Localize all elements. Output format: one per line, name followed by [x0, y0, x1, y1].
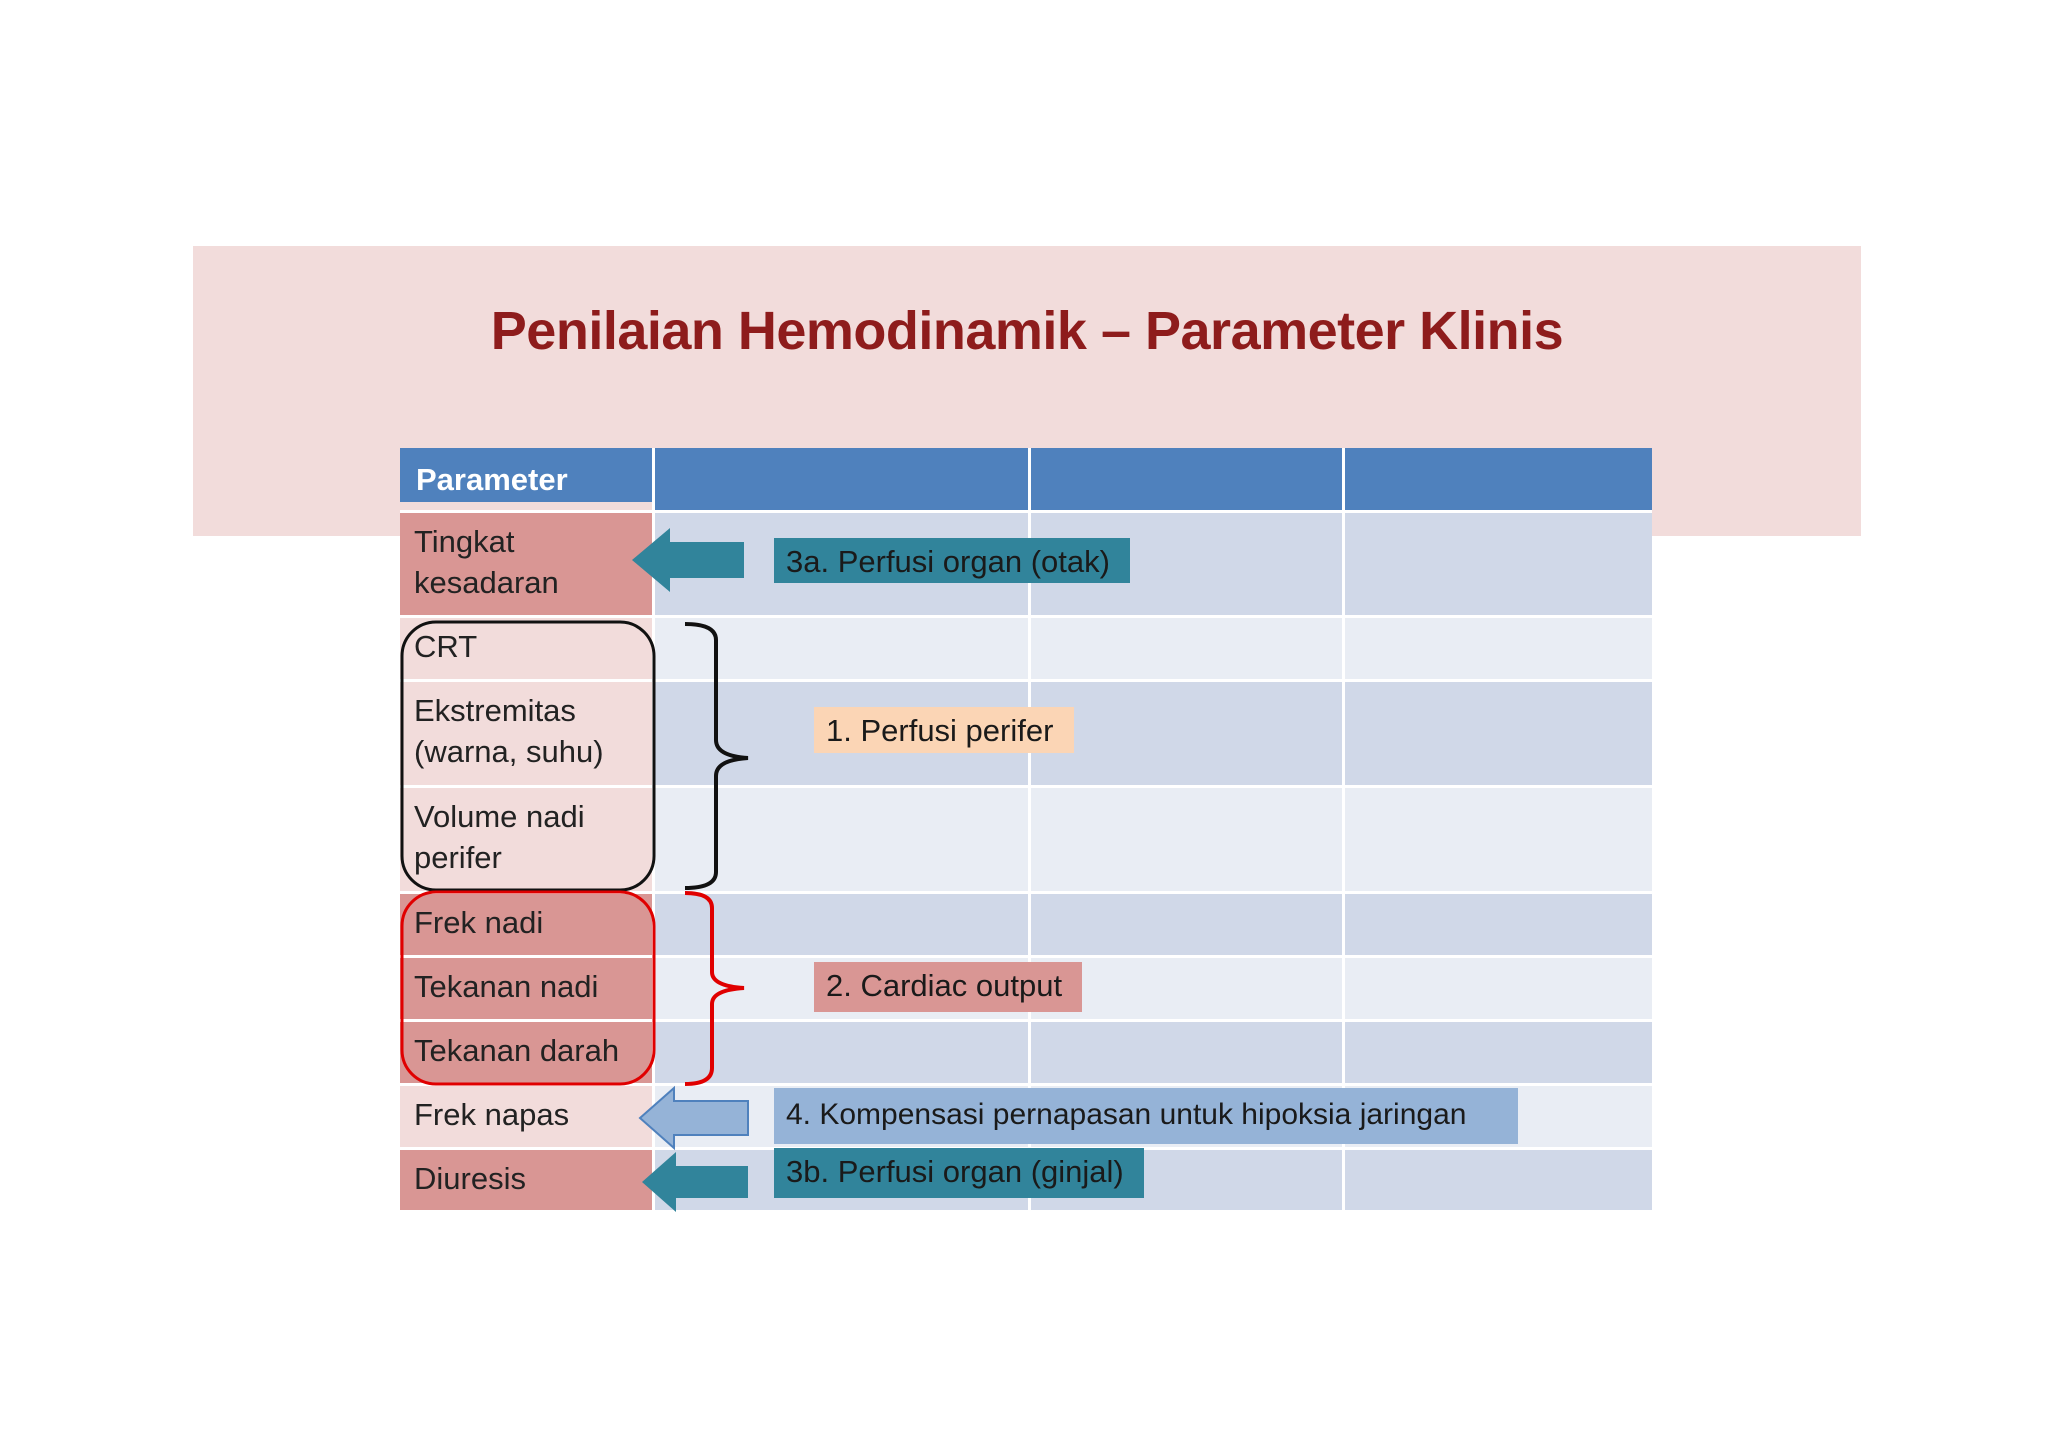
row-label: Tekanan nadi: [400, 958, 652, 1019]
table-cell: [1028, 788, 1342, 891]
table-cell: [1342, 1022, 1652, 1083]
label-perfusi-ginjal: 3b. Perfusi organ (ginjal): [774, 1148, 1144, 1198]
table-cell: [1028, 894, 1342, 955]
row-label: Ekstremitas (warna, suhu): [400, 682, 652, 785]
header-cell-parameter: [400, 448, 652, 510]
table-cell: [1342, 682, 1652, 785]
row-label: Frek napas: [400, 1086, 652, 1147]
table-cell: [1028, 682, 1342, 785]
table-cell: [1342, 788, 1652, 891]
table-cell: [1342, 1150, 1652, 1210]
table-row: [400, 891, 1652, 955]
table-cell: [652, 788, 1028, 891]
header-underline: [400, 502, 652, 510]
table-row: [400, 1019, 1652, 1083]
slide-title: Penilaian Hemodinamik – Parameter Klinis: [490, 301, 1564, 361]
table-cell: [1028, 618, 1342, 679]
header-cell-2: [652, 448, 1028, 510]
row-label: Diuresis: [400, 1150, 652, 1210]
table-cell: [1342, 618, 1652, 679]
header-label: Parameter: [416, 462, 568, 497]
table-cell: [652, 618, 1028, 679]
row-label: CRT: [400, 618, 652, 679]
table-cell: [1342, 513, 1652, 615]
row-label: Volume nadi perifer: [400, 788, 652, 891]
label-perfusi-otak: 3a. Perfusi organ (otak): [774, 538, 1130, 583]
row-label: Tekanan darah: [400, 1022, 652, 1083]
row-label: Tingkat kesadaran: [400, 513, 652, 615]
header-cell-3: [1028, 448, 1342, 510]
table-cell: [652, 1022, 1028, 1083]
label-cardiac-output: 2. Cardiac output: [814, 962, 1082, 1012]
table-cell: [652, 894, 1028, 955]
label-kompensasi: 4. Kompensasi pernapasan untuk hipoksia jaringan: [774, 1088, 1518, 1144]
table-row: [400, 785, 1652, 891]
table-cell: [1342, 958, 1652, 1019]
table-cell: [1342, 894, 1652, 955]
label-perfusi-perifer: 1. Perfusi perifer: [814, 707, 1074, 753]
table-row: [400, 615, 1652, 679]
header-cell-4: [1342, 448, 1652, 510]
table-cell: [1028, 1022, 1342, 1083]
row-label: Frek nadi: [400, 894, 652, 955]
